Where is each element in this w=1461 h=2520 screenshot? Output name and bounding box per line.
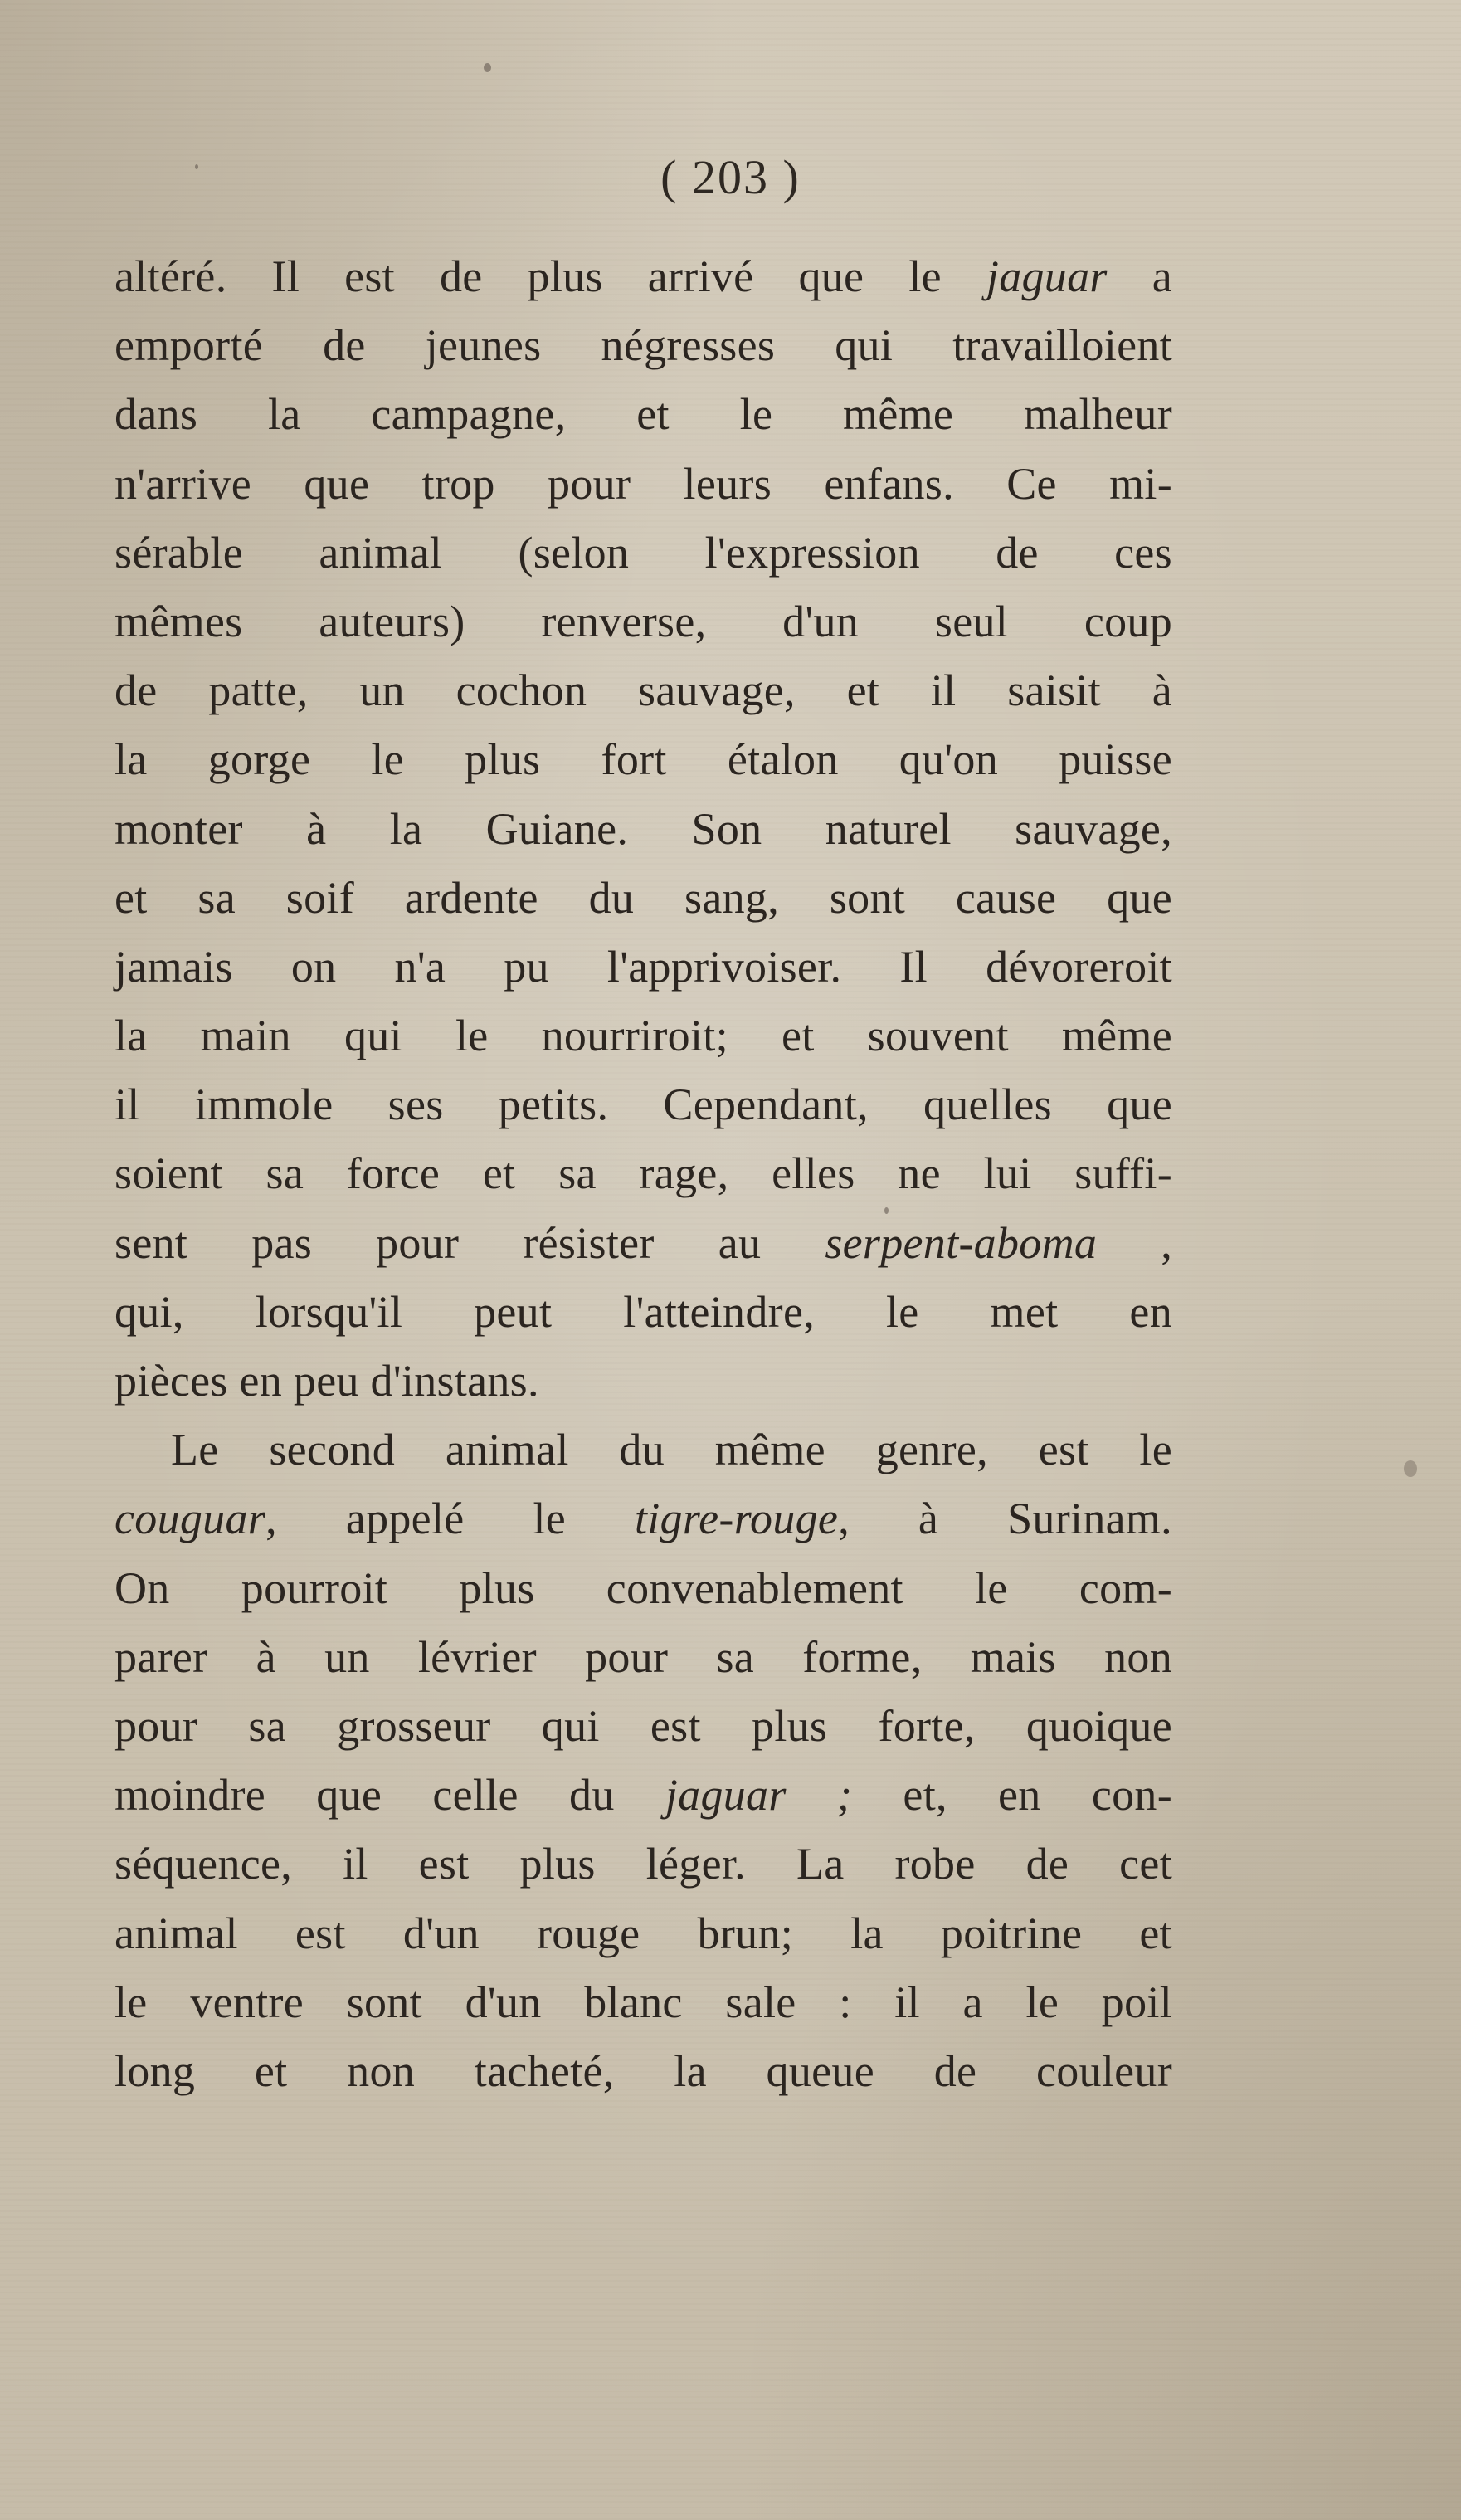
- text-segment: et, en con-: [852, 1770, 1172, 1821]
- text-line: [114, 380, 1172, 449]
- text-line: [114, 2037, 1172, 2106]
- text-segment: pour sa grosseur qui est plus forte, quoique: [114, 1700, 1172, 1751]
- italic-text: jaguar: [986, 251, 1108, 301]
- italic-text: serpent-aboma: [825, 1217, 1098, 1268]
- text-segment: la gorge le plus fort étalon qu'on puisse: [114, 734, 1172, 785]
- text-line: [114, 1761, 1172, 1830]
- text-line: [114, 1692, 1172, 1761]
- text-segment: mêmes auteurs) renverse, d'un seul coup: [114, 596, 1172, 646]
- text-segment: dans la campagne, et le même malheur: [114, 389, 1172, 440]
- body-text: [114, 242, 1172, 2106]
- text-line: [114, 587, 1172, 656]
- text-segment: monter à la Guiane. Son naturel sauvage,: [114, 803, 1172, 854]
- text-segment: et sa soif ardente du sang, sont cause que: [114, 872, 1172, 923]
- text-line: [114, 1484, 1172, 1553]
- text-segment: altéré. Il est de plus arrivé que le: [114, 251, 986, 301]
- text-line: [114, 933, 1172, 1002]
- text-segment: Le second animal du même genre, est le: [171, 1425, 1172, 1475]
- text-segment: moindre que celle du: [114, 1770, 665, 1821]
- text-segment: qui, lorsqu'il peut l'atteindre, le met en: [114, 1286, 1172, 1337]
- text-segment: n'arrive que trop pour leurs enfans. Ce mi-: [114, 458, 1172, 509]
- text-line: [114, 656, 1172, 725]
- text-segment: de patte, un cochon sauvage, et il saisit à: [114, 665, 1172, 716]
- text-line: [114, 864, 1172, 933]
- text-segment: pièces en peu d'instans.: [114, 1356, 539, 1406]
- text-segment: , appelé le: [265, 1494, 635, 1544]
- text-line: [114, 1416, 1172, 1484]
- text-line: [114, 311, 1172, 380]
- text-line: [114, 1554, 1172, 1623]
- text-segment: , à Surinam.: [838, 1494, 1172, 1544]
- text-segment: long et non tacheté, la queue de couleur: [114, 2045, 1172, 2096]
- ink-speck: [484, 63, 491, 72]
- text-segment: sent pas pour résister au: [114, 1217, 825, 1268]
- text-segment: ,: [1097, 1217, 1173, 1268]
- page-number: ( 203 ): [660, 150, 801, 204]
- italic-text: tigre-rouge: [634, 1494, 839, 1544]
- text-segment: la main qui le nourriroit; et souvent même: [114, 1011, 1172, 1061]
- ink-speck: [1404, 1460, 1417, 1477]
- text-line: [114, 1968, 1172, 2037]
- text-segment: On pourroit plus convenablement le com-: [114, 1562, 1172, 1613]
- text-segment: soient sa force et sa rage, elles ne lui suffi-: [114, 1148, 1172, 1199]
- text-segment: séquence, il est plus léger. La robe de cet: [114, 1839, 1172, 1889]
- text-line: [114, 1278, 1172, 1347]
- text-line: [114, 1139, 1172, 1208]
- text-line: [114, 242, 1172, 311]
- text-line: [114, 1623, 1172, 1692]
- text-line: [114, 1347, 1172, 1416]
- text-line: [114, 1830, 1172, 1899]
- text-line: [114, 725, 1172, 794]
- text-line: [114, 1209, 1172, 1278]
- text-line: [114, 1070, 1172, 1139]
- text-segment: sérable animal (selon l'expression de ces: [114, 527, 1172, 578]
- text-line: [114, 450, 1172, 519]
- text-segment: il immole ses petits. Cependant, quelles que: [114, 1080, 1172, 1130]
- text-segment: emporté de jeunes négresses qui travailloient: [114, 320, 1172, 371]
- text-line: [114, 795, 1172, 864]
- italic-text: couguar: [114, 1494, 266, 1544]
- text-segment: jamais on n'a pu l'apprivoiser. Il dévoreroit: [114, 941, 1172, 992]
- text-segment: parer à un lévrier pour sa forme, mais non: [114, 1631, 1172, 1682]
- text-segment: a: [1107, 251, 1172, 301]
- text-line: [114, 1899, 1172, 1968]
- italic-text: jaguar ;: [665, 1770, 853, 1821]
- text-segment: animal est d'un rouge brun; la poitrine et: [114, 1908, 1172, 1958]
- text-segment: le ventre sont d'un blanc sale : il a le poil: [114, 1977, 1172, 2027]
- text-line: [114, 1002, 1172, 1070]
- text-line: [114, 519, 1172, 587]
